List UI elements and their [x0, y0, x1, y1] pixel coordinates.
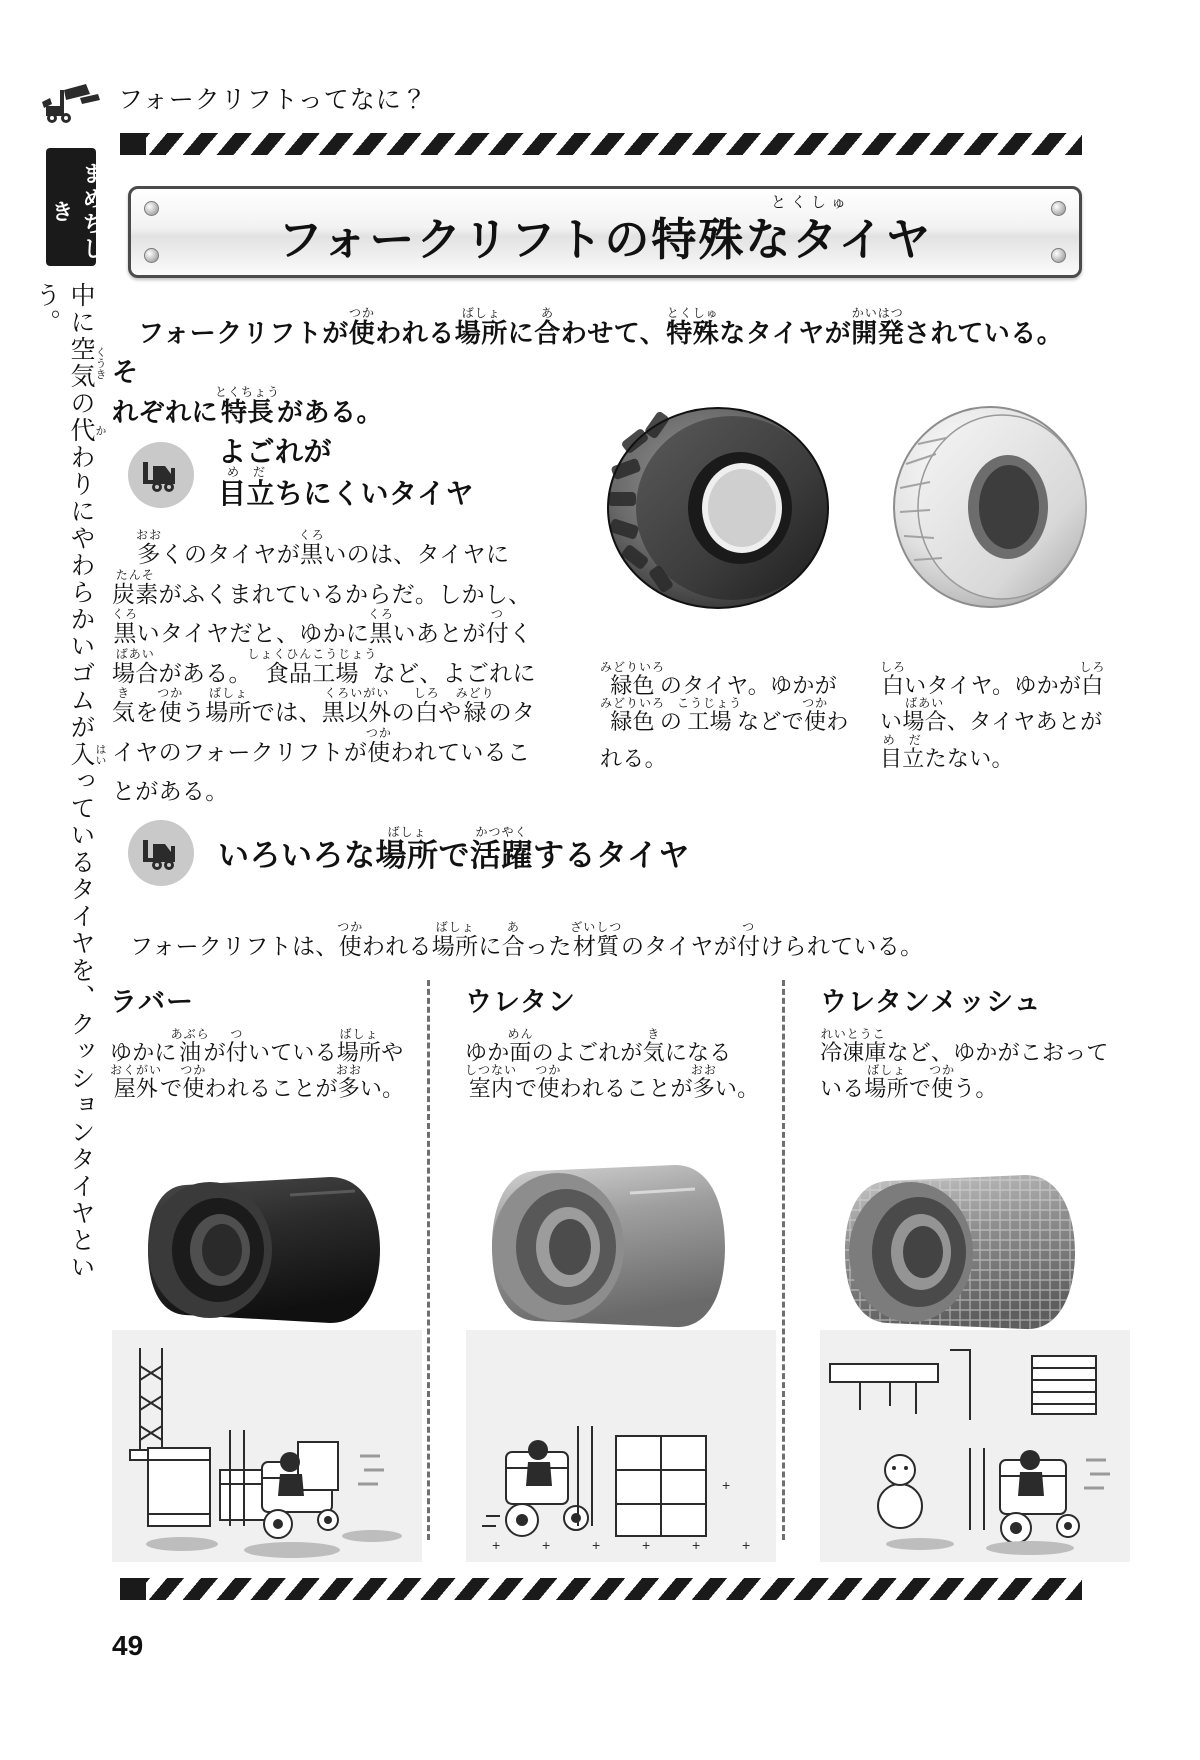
forklift-outdoor-illustration	[112, 1330, 422, 1562]
svg-text:+: +	[542, 1537, 551, 1553]
column-body: ゆか面めんのよごれが気きになる室内しつないで使つかわれることが多おおい。	[465, 1027, 760, 1101]
side-tab-mamechishiki	[46, 148, 105, 266]
page-number: 49	[112, 1630, 144, 1661]
green-tire-caption: 緑色みどりいろのタイヤ。ゆかが緑色みどりいろの工場こうじょうなどで使つかわれる。	[600, 660, 849, 771]
section1-body-text: 多おおくのタイヤが黒くろいのは、タイヤに炭素たんそがふくまれているからだ。しかし、黒くろいタイヤだと、ゆかに黒くろいあとが付つく場合ばあいがある。食品工場しょくひんこうじょうなど、よごれに気きを使つかう場所ばしょでは、黒以外くろいがいの白しろや緑みどりのタイヤのフォークリフトが使つかわれていることがある。	[112, 528, 536, 805]
column-urethane-mesh	[820, 980, 1120, 1106]
column-title: ウレタン	[465, 987, 576, 1017]
side-note-vertical-text: 中に空気 くうきの代 かわりにやわらかいゴムが入 はいっているタイヤを、クッションタイヤという。	[32, 282, 106, 1281]
stripe-cap-top-left	[120, 133, 146, 155]
section1-heading: よごれが 目立め だちにくいタイヤ	[218, 436, 474, 509]
column-divider	[782, 980, 785, 1540]
green-tire-photo	[600, 400, 850, 615]
svg-text:+: +	[722, 1477, 731, 1493]
forklift-indoor-illustration	[466, 1330, 776, 1562]
column-rubber	[110, 980, 410, 1106]
side-tab-label: まめちしき	[49, 162, 105, 262]
urethane-mesh-tire-photo	[835, 1155, 1085, 1350]
column-title: ウレタンメッシュ	[820, 987, 1042, 1017]
urethane-tire-photo	[480, 1145, 735, 1350]
column-title: ラバー	[110, 987, 194, 1017]
svg-text:+: +	[742, 1537, 751, 1553]
section2-lead-text: フォークリフトは、使つかわれる場所ばしょに合あった材質ざいしつのタイヤが付つけられている。	[130, 920, 924, 959]
stripe-bar-top	[120, 133, 1082, 155]
section1-heading-line1: よごれが	[218, 436, 333, 467]
rubber-tire-photo	[140, 1155, 390, 1345]
svg-text:+: +	[492, 1537, 501, 1553]
title-ruby: とくしゅ	[771, 194, 852, 211]
page-title: フォークリフトってなに？	[118, 86, 428, 114]
column-body: ゆかに油あぶらが付ついている場所ばしょや屋外おくがいで使つかわれることが多おおい。	[110, 1027, 405, 1101]
forklift-freezer-illustration	[820, 1330, 1130, 1562]
column-body: 冷凍庫れいとうこなど、ゆかがこおっている場所ばしょで使つかう。	[820, 1027, 1109, 1101]
title-plate	[128, 186, 1082, 278]
svg-text:+: +	[692, 1537, 701, 1553]
white-tire-caption: 白しろいタイヤ。ゆかが白しろい場合ばあい、タイヤあとが目立め だたない。	[880, 660, 1106, 771]
svg-text:+: +	[642, 1537, 651, 1553]
stripe-cap-bottom-left	[120, 1578, 146, 1600]
stripe-bar-bottom	[120, 1578, 1082, 1600]
column-divider	[427, 980, 430, 1540]
section2-heading: いろいろな場所ばしょで活躍かつやくするタイヤ	[218, 825, 690, 873]
intro-paragraph: フォークリフトが使つかわれる場所ばしょに合あわせて、特殊とくしゅなタイヤが開発かいはつされている。そ れぞれに特長とくちょうがある。	[112, 306, 1064, 427]
column-urethane	[465, 980, 765, 1106]
section2-forklift-icon	[128, 820, 194, 886]
section1-forklift-icon	[128, 442, 194, 508]
svg-text:+: +	[592, 1537, 601, 1553]
forklift-header-icon	[40, 72, 102, 124]
title-plate-text: フォークリフトの特殊なタイヤ	[277, 214, 933, 265]
page-header	[40, 78, 1040, 128]
white-tire-photo	[890, 400, 1105, 615]
